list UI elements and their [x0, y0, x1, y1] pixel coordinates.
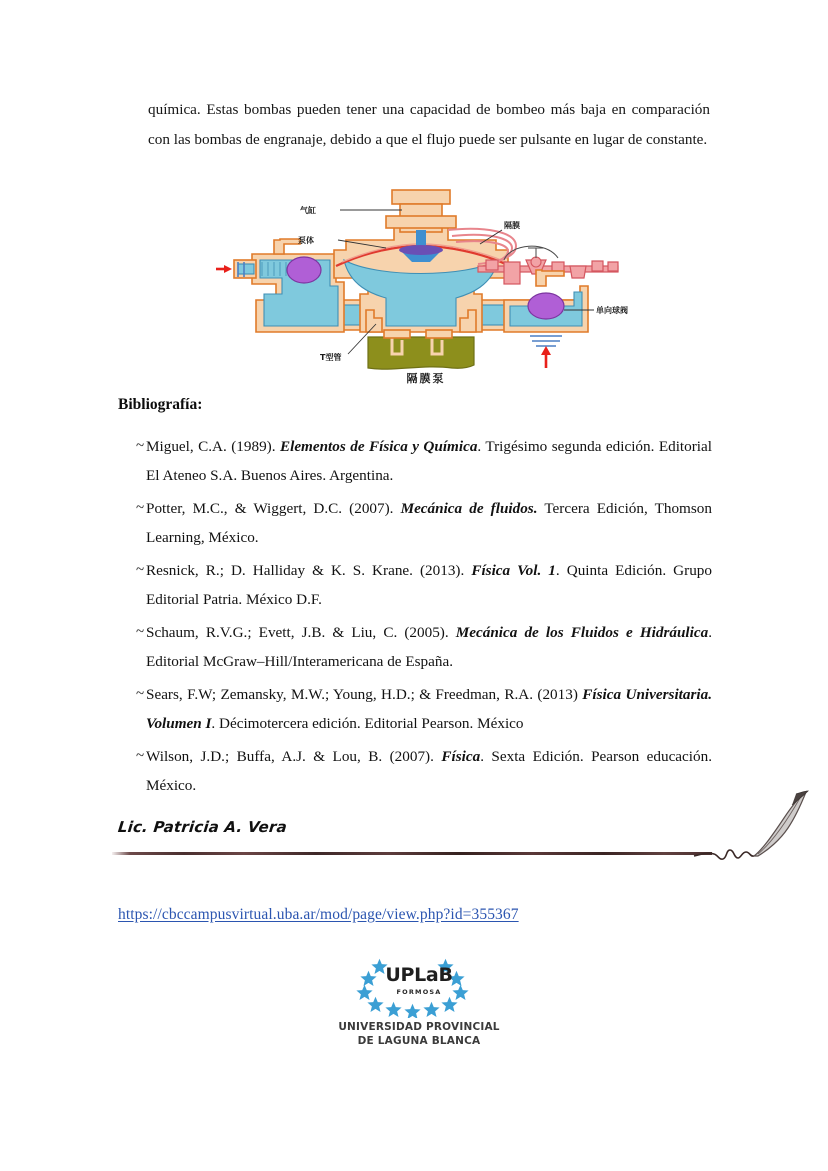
bullet-tilde-icon: ~ [136, 500, 145, 516]
logo-subtext: FORMOSA [396, 988, 442, 996]
bibliography-entry [118, 494, 712, 552]
label-cylinder: 气缸 [300, 206, 316, 215]
bullet-tilde-icon: ~ [136, 686, 145, 702]
bibliography-entry [118, 742, 712, 800]
source-link[interactable]: https://cbccampusvirtual.uba.ar/mod/page/view.php?id=355367 [118, 906, 519, 923]
bullet-tilde-icon: ~ [136, 438, 145, 454]
outlet-arrow [530, 336, 562, 368]
label-pump-body: 泵体 [298, 236, 314, 245]
bibliography-entry-text: Resnick, R.; D. Halliday & K. S. Krane. (2013). Física Vol. 1. Quinta Edición. Grupo Editorial Patria. México D.F. [146, 562, 712, 608]
bibliography-entry [118, 618, 712, 676]
bibliography-entry [118, 680, 712, 738]
bibliography-entry [118, 432, 712, 490]
label-diaphragm: 隔膜 [504, 221, 520, 230]
bullet-tilde-icon: ~ [136, 562, 145, 578]
bibliography-list [118, 432, 712, 804]
logo-institution-line1: UNIVERSIDAD PROVINCIAL [338, 1021, 500, 1033]
uplab-logo [334, 956, 504, 1056]
logo-wordmark: UPLaB [385, 964, 453, 986]
bibliography-entry-text: Miguel, C.A. (1989). Elementos de Física y Química. Trigésimo segunda edición. Editorial El Ateneo S.A. Buenos Aires. Argentina. [146, 438, 712, 484]
bibliography-entry-text: Wilson, J.D.; Buffa, A.J. & Lou, B. (2007). Física. Sexta Edición. Pearson educación. México. [146, 748, 712, 794]
logo-institution-line2: DE LAGUNA BLANCA [357, 1035, 481, 1047]
bullet-tilde-icon: ~ [136, 748, 145, 764]
signature-name: Lic. Patricia A. Vera [117, 818, 288, 836]
bibliography-entry-text: Sears, F.W; Zemansky, M.W.; Young, H.D.; & Freedman, R.A. (2013) Física Universitaria. Volumen I. Décimotercera edición. Editorial Pearson. México [146, 686, 712, 732]
bibliography-entry [118, 556, 712, 614]
bibliography-heading: Bibliografía: [118, 396, 203, 413]
bullet-tilde-icon: ~ [136, 624, 145, 640]
logo-institution-name [334, 1020, 504, 1048]
bibliography-entry-text: Potter, M.C., & Wiggert, D.C. (2007). Mecánica de fluidos. Tercera Edición, Thomson Learning, México. [146, 500, 712, 546]
label-t-pipe: T型管 [320, 353, 342, 362]
signature-rule [112, 852, 712, 855]
logo-mark [334, 956, 504, 1018]
body-paragraph: química. Estas bombas pueden tener una capacidad de bombeo más baja en comparación con las bombas de engranaje, debido a que el flujo puede ser pulsante en lugar de constante. [148, 101, 710, 148]
bibliography-entry-text: Schaum, R.V.G.; Evett, J.B. & Liu, C. (2005). Mecánica de los Fluidos e Hidráulica. Editorial McGraw–Hill/Interamericana de España. [146, 624, 712, 670]
figure-caption: 隔膜泵 [406, 372, 446, 385]
quill-pen-icon [692, 786, 812, 866]
label-check-valve: 单向球阀 [596, 306, 628, 315]
diaphragm-pump-figure [216, 182, 636, 392]
